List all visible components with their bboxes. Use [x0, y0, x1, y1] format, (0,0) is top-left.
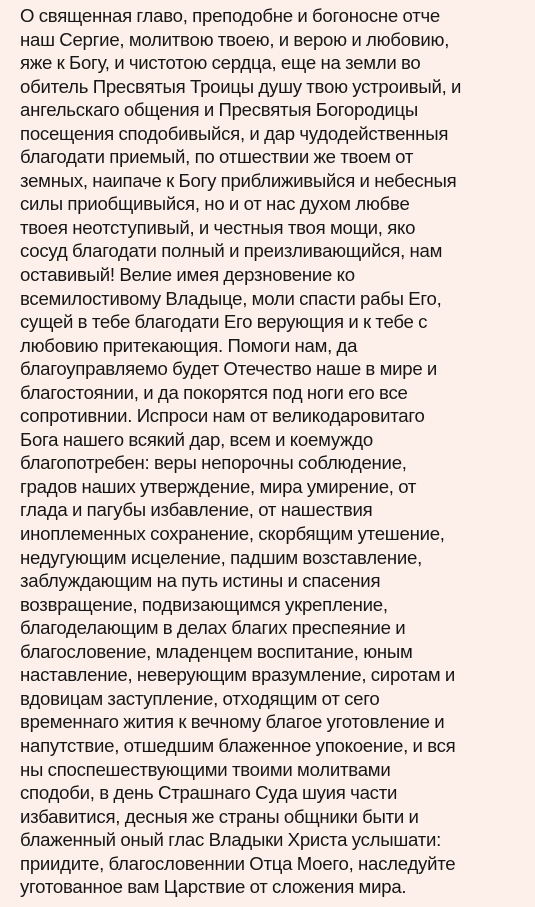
text-line: Бога нашего всякий дар, всем и коемуждо	[20, 428, 373, 450]
text-line: возвращение, подвизающимся укрепление,	[20, 593, 388, 615]
text-line: твоея неотступивый, и честныя твоя мощи, яко	[20, 216, 416, 238]
text-line: глада и пагубы избавление, от нашествия	[20, 499, 373, 521]
text-line: благостоянии, и да покорятся под ноги его все	[20, 381, 408, 403]
text-line: ангельскаго общения и Пресвятыя Богородицы	[20, 99, 419, 121]
text-line: благоделающим в делах благих преспеяние и	[20, 617, 406, 639]
text-line: благоуправляемо будет Отечество наше в мире и	[20, 358, 438, 380]
text-line: избавитися, десныя же страны общники быти и	[20, 805, 419, 827]
text-line: сущей в тебе благодати Его верующия и к тебе с	[20, 311, 428, 333]
prayer-text	[20, 4, 527, 899]
text-line: земных, наипаче к Богу приближивыйся и небесныя	[20, 169, 457, 191]
text-line: посещения сподобивыйся, и дар чудодейственныя	[20, 122, 449, 144]
text-line: сопротивнии. Испроси нам от великодаровитаго	[20, 405, 425, 427]
text-line: оставивый! Велие имея дерзновение ко	[20, 264, 355, 286]
text-line: благословение, младенцем воспитание, юным	[20, 640, 413, 662]
text-line: ны споспешествующими твоими молитвами	[20, 758, 391, 780]
text-line: заблуждающим на путь истины и спасения	[20, 570, 381, 592]
text-line: сосуд благодати полный и преизливающийся, нам	[20, 240, 443, 262]
text-line: напутствие, отшедшим блаженное упокоение, и вся	[20, 734, 456, 756]
text-line: приидите, благословеннии Отца Моего, наследуйте	[20, 852, 456, 874]
text-line: яже к Богу, и чистотою сердца, еще на земли во	[20, 52, 421, 74]
text-line: вдовицам заступление, отходящим от сего	[20, 687, 380, 709]
text-line: иноплеменных сохранение, скорбящим утешение,	[20, 523, 445, 545]
text-line: благодати приемый, по отшествии же твоем от	[20, 146, 414, 168]
text-line: уготованное вам Царствие от сложения мира.	[20, 876, 407, 898]
text-line: обитель Пресвятыя Троицы душу твою устроивый, и	[20, 75, 462, 97]
text-line: градов наших утверждение, мира умирение, от	[20, 475, 417, 497]
text-line: блаженный оный глас Владыки Христа услышати:	[20, 829, 442, 851]
text-line: любовию притекающия. Помоги нам, да	[20, 334, 358, 356]
text-line: наш Сергие, молитвою твоею, и верою и любовию,	[20, 28, 450, 50]
text-line: силы приобщивыйся, но и от нас духом любве	[20, 193, 410, 215]
text-line: О священная главо, преподобне и богоносне отче	[20, 5, 440, 26]
text-line: временнаго жития к вечному благое уготовление и	[20, 711, 445, 733]
text-line: недугующим исцеление, падшим возставление,	[20, 546, 423, 568]
text-line: всемилостивому Владыце, моли спасти рабы Его,	[20, 287, 442, 309]
text-line: благопотребен: веры непорочны соблюдение,	[20, 452, 407, 474]
text-line: наставление, неверующим вразумление, сиротам и	[20, 664, 456, 686]
text-line: сподоби, в день Страшнаго Суда шуия части	[20, 782, 398, 804]
